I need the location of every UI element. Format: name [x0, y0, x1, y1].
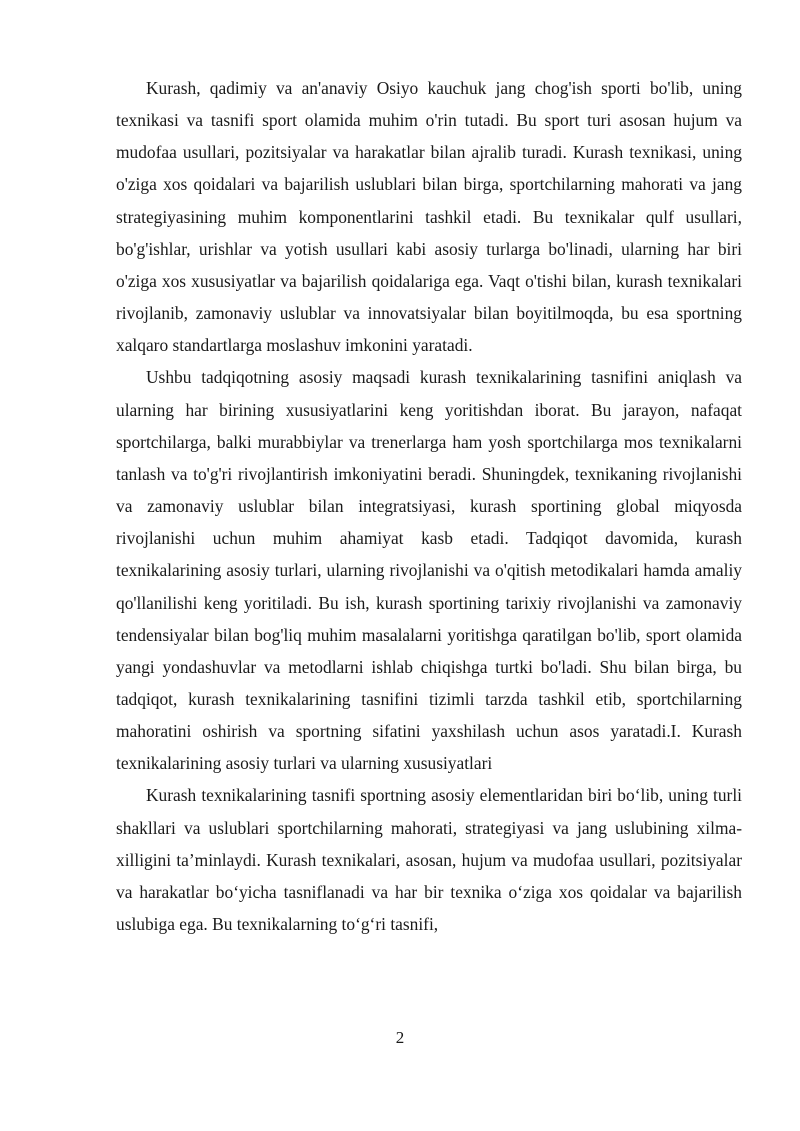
paragraph-3: Kurash texnikalarining tasnifi sportning asosiy elementlaridan biri bo‘lib, uning turli shakllari va uslublari sportchilarning mahorati, strategiyasi va jang uslubining xilma-xilligini ta’minlaydi. Kurash texnikalari, asosan, hujum va mudofaa usullari, pozitsiyalar va harakatlar bo‘yicha tasniflanadi va har bir texnika o‘ziga xos qoidalar va bajarilish uslubiga ega. Bu texnikalarning to‘g‘ri tasnifi,	[116, 785, 742, 935]
body-text	[116, 72, 742, 940]
paragraph-1: Kurash, qadimiy va an'anaviy Osiyo kauchuk jang chog'ish sporti bo'lib, uning texnikasi va tasnifi sport olamida muhim o'rin tutadi. Bu sport turi asosan hujum va mudofaa usullari, pozitsiyalar va harakatlar bilan ajralib turadi. Kurash texnikasi, uning o'ziga xos qoidalari va bajarilish uslublari bilan birga, sportchilarning mahorati va jang strategiyasining muhim komponentlarini tashkil etadi. Bu texnikalar qulf usullari, bo'g'ishlar, urishlar va yotish usullari kabi asosiy turlarga bo'linadi, ularning har biri o'ziga xos xususiyatlar va bajarilish qoidalariga ega. Vaqt o'tishi bilan, kurash texnikalari rivojlanib, zamonaviy uslublar va innovatsiyalar bilan boyitilmoqda, bu esa sportning xalqaro standartlarga moslashuv imkonini yaratadi.	[116, 78, 742, 356]
paragraph-2: Ushbu tadqiqotning asosiy maqsadi kurash texnikalarining tasnifini aniqlash va ularning har birining xususiyatlarini keng yoritishdan iborat. Bu jarayon, nafaqat sportchilarga, balki murabbiylar va trenerlarga ham yosh sportchilarga mos texnikalarni tanlash va to'g'ri rivojlantirish imkoniyatini beradi. Shuningdek, texnikaning rivojlanishi va zamonaviy uslublar bilan integratsiyasi, kurash sportining global miqyosda rivojlanishi uchun muhim ahamiyat kasb etadi. Tadqiqot davomida, kurash texnikalarining asosiy turlari, ularning rivojlanishi va o'qitish metodikalari hamda amaliy qo'llanilishi keng yoritiladi. Bu ish, kurash sportining tarixiy rivojlanishi va zamonaviy tendensiyalar bilan bog'liq muhim masalalarni yoritishga qaratilgan bo'lib, sport olamida yangi yondashuvlar va metodlarni ishlab chiqishga turtki bo'ladi. Shu bilan birga, bu tadqiqot, kurash texnikalarining tasnifini tizimli tarzda tashkil etib, sportchilarning mahoratini oshirish va sportning sifatini yaxshilash uchun asos yaratadi.I. Kurash texnikalarining asosiy turlari va ularning xususiyatlari	[116, 367, 742, 774]
page-number: 2	[395, 1028, 405, 1047]
